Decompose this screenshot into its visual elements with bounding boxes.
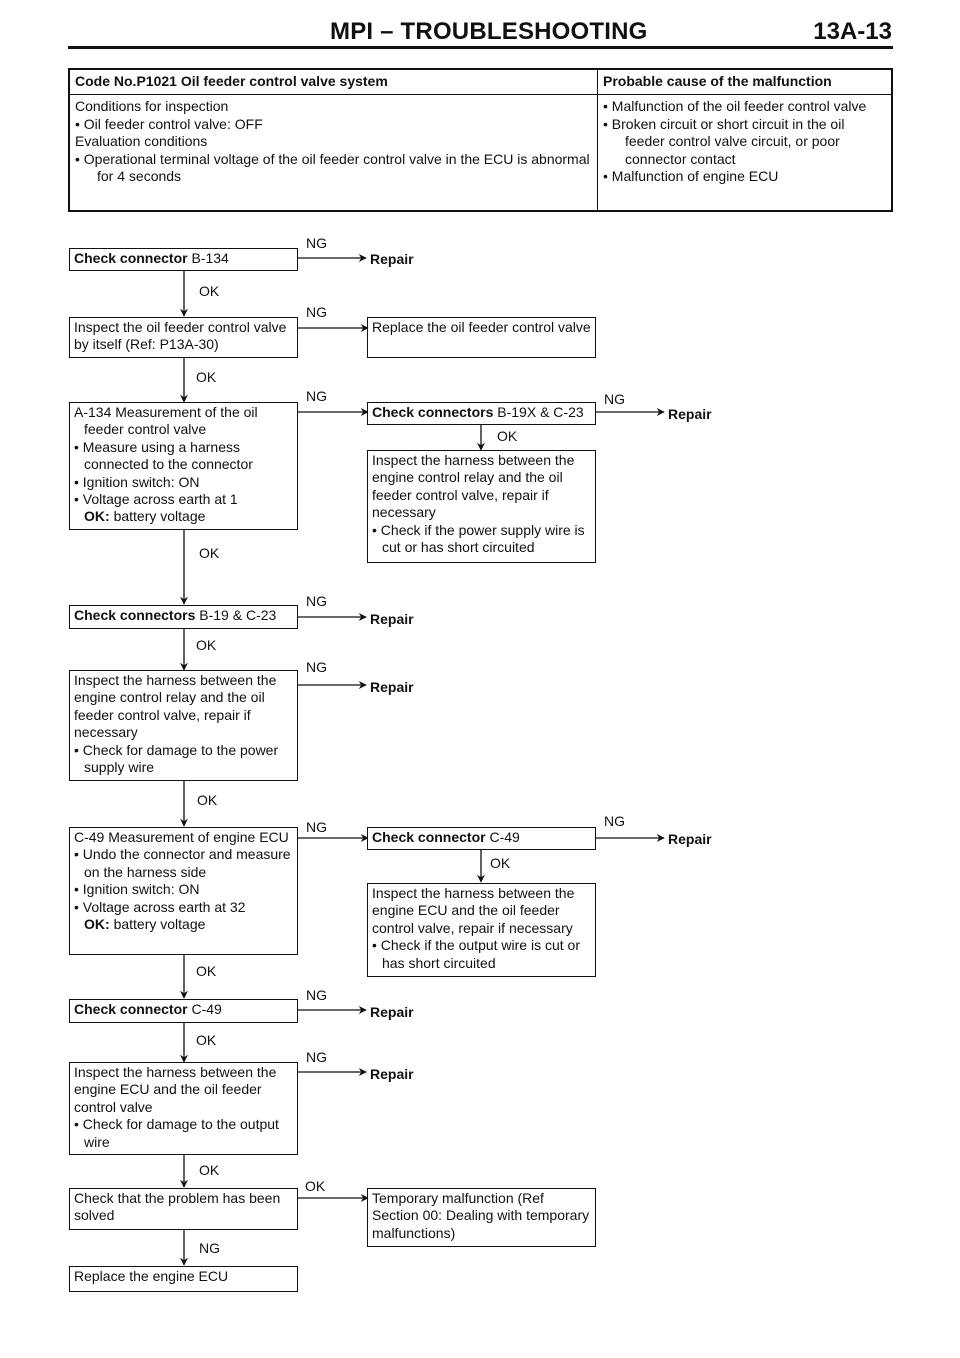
replace-ecu-box [69, 1266, 298, 1292]
ng-label: NG [306, 235, 327, 251]
inspect-valve-box [69, 317, 298, 358]
inspect-relay-harness-2-box [69, 670, 298, 781]
ok-label: OK [199, 1162, 220, 1178]
box-text: • Ignition switch: ON [74, 881, 200, 898]
repair-label: Repair [370, 1004, 414, 1020]
box-text: A-134 Measurement of the oil feeder control valve [74, 404, 258, 438]
table-header-cause: Probable cause of the malfunction [598, 69, 893, 95]
box-text: • Measure using a harness connected to the connector [74, 438, 253, 473]
ng-label: NG [306, 388, 327, 404]
box-bold-label: Check connectors [74, 607, 196, 623]
box-text: • Check for damage to the power supply wire [74, 741, 279, 776]
box-bold-label: Check connector [74, 1001, 188, 1017]
repair-label: Repair [668, 831, 712, 847]
ng-label: NG [306, 659, 327, 675]
repair-label: Repair [668, 406, 712, 422]
box-text: Check that the problem has been solved [74, 1190, 281, 1224]
box-text: OK: battery voltage [84, 916, 206, 933]
ok-label: OK [199, 283, 220, 299]
ng-label: NG [306, 304, 327, 320]
table-header-code: Code No.P1021 Oil feeder control valve system [69, 69, 598, 95]
ok-label: OK [497, 428, 518, 444]
page-title: MPI – TROUBLESHOOTING [330, 18, 648, 45]
box-text: Temporary malfunction (Ref Section 00: Dealing with temporary malfunctions) [372, 1190, 590, 1241]
box-text: Inspect the harness between the engine control relay and the oil feeder control valve, repair if necessary [74, 672, 277, 741]
box-text: B-19X & C-23 [493, 404, 584, 420]
ng-label: NG [604, 391, 625, 407]
replace-valve-box [367, 317, 596, 358]
ng-label: NG [604, 813, 625, 829]
ng-label: NG [306, 987, 327, 1003]
ok-label: OK [196, 963, 217, 979]
box-text: C-49 [485, 829, 520, 845]
box-text: • Check if the output wire is cut or has short circuited [372, 937, 580, 971]
table-line: • Malfunction of engine ECU [603, 168, 779, 185]
ok-label: OK [196, 1032, 217, 1048]
table-line: Conditions for inspection [75, 98, 229, 115]
table-line: • Broken circuit or short circuit in the oil feeder control valve circuit, or poor connector contact [603, 115, 845, 167]
box-text: Inspect the oil feeder control valve by itself (Ref: P13A-30) [74, 319, 287, 353]
box-text: OK: battery voltage [84, 508, 206, 525]
table-line: • Operational terminal voltage of the oil feeder control valve in the ECU is abnormal for 4 seconds [75, 150, 590, 185]
box-text: • Voltage across earth at 1 [74, 491, 238, 508]
check-connectors-b19-box [69, 605, 298, 629]
temporary-malfunction-box [367, 1188, 596, 1247]
box-bold-label: Check connector [74, 250, 188, 266]
ng-label: NG [199, 1240, 220, 1256]
box-text: Inspect the harness between the engine ECU and the oil feeder control valve, repair if necessary [372, 885, 575, 936]
box-text: Replace the engine ECU [74, 1268, 229, 1284]
check-problem-solved-box [69, 1188, 298, 1230]
box-bold-label: Check connector [372, 829, 486, 845]
a134-measurement-box [69, 402, 298, 530]
repair-label: Repair [370, 1066, 414, 1082]
box-text: Inspect the harness between the engine control relay and the oil feeder control valve, repair if necessary [372, 452, 575, 521]
box-text: C-49 [187, 1001, 222, 1017]
box-text: Replace the oil feeder control valve [372, 319, 591, 335]
box-text: • Voltage across earth at 32 [74, 898, 246, 915]
ok-label: OK [196, 369, 217, 385]
page-number: 13A-13 [813, 18, 892, 45]
inspect-ecu-harness-box [367, 883, 596, 977]
ok-label: OK [197, 792, 218, 808]
box-text: B-134 [187, 250, 229, 266]
ok-label: OK [199, 545, 220, 561]
ok-label: OK [305, 1178, 326, 1194]
check-connector-b134-box [69, 248, 298, 271]
c49-measurement-box [69, 827, 298, 955]
repair-label: Repair [370, 251, 414, 267]
inspect-ecu-harness-2-box [69, 1062, 298, 1155]
box-text: Inspect the harness between the engine ECU and the oil feeder control valve [74, 1064, 277, 1115]
ng-label: NG [306, 593, 327, 609]
repair-label: Repair [370, 679, 414, 695]
box-bold-label: Check connectors [372, 404, 494, 420]
box-text: • Check if the power supply wire is cut or has short circuited [372, 521, 585, 556]
repair-label: Repair [370, 611, 414, 627]
ok-label: OK [196, 637, 217, 653]
inspect-relay-harness-box [367, 450, 596, 563]
box-text: • Undo the connector and measure on the harness side [74, 846, 291, 880]
check-connector-c49-box [367, 827, 596, 850]
table-line: • Oil feeder control valve: OFF [75, 115, 263, 132]
box-text: B-19 & C-23 [195, 607, 277, 623]
table-line: • Malfunction of the oil feeder control valve [603, 98, 867, 115]
check-connector-c49-2-box [69, 999, 298, 1023]
box-text: • Ignition switch: ON [74, 473, 200, 490]
table-line: Evaluation conditions [75, 133, 208, 150]
ok-label: OK [490, 855, 511, 871]
ng-label: NG [306, 1049, 327, 1065]
box-text: C-49 Measurement of engine ECU [74, 829, 289, 845]
check-connectors-b19x-box [367, 402, 596, 425]
ng-label: NG [306, 819, 327, 835]
box-text: • Check for damage to the output wire [74, 1116, 279, 1150]
